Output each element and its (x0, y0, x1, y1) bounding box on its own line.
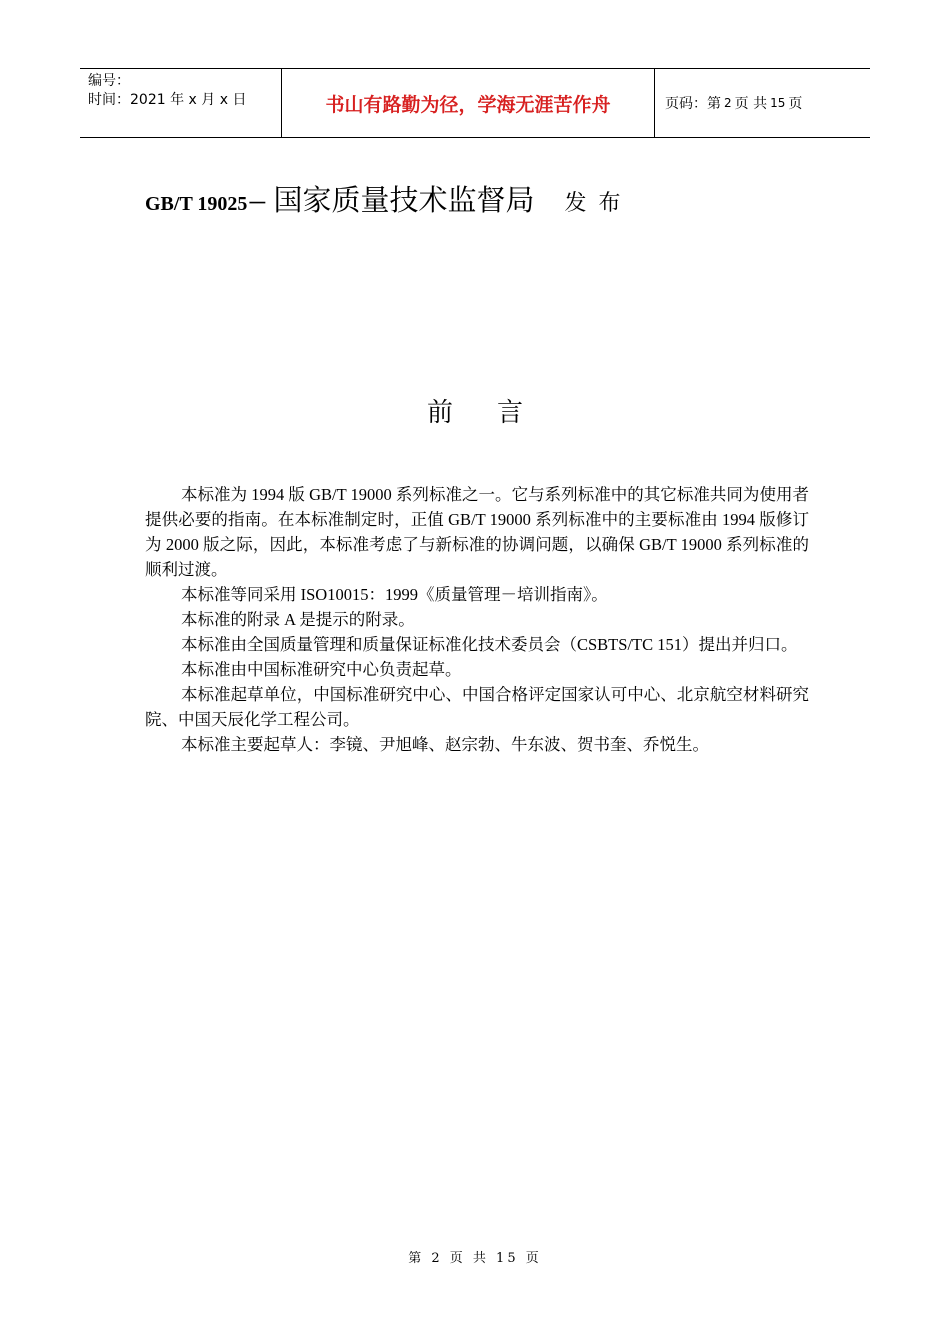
preface-paragraph: 本标准由全国质量管理和质量保证标准化技术委员会（CSBTS/TC 151）提出并归口。 (181, 635, 798, 654)
preface-paragraph: 本标准起草单位，中国标准研究中心、中国合格评定国家认可中心、北京航空材料研究院、中国天辰化学工程公司。 (145, 685, 809, 729)
standard-issuer-line (145, 178, 632, 219)
preface-paragraph: 本标准为 1994 版 GB/T 19000 系列标准之一。它与系列标准中的其它标准共同为使用者提供必要的指南。在本标准制定时，正值 GB/T 19000 系列标准中的主要标准由 1994 版修订为 2000 版之际，因此，本标准考虑了与新标准的协调问题，以确保 GB/T 19000 系列标准的顺利过渡。 (145, 485, 809, 579)
header-serial-label: 编号： (88, 73, 130, 89)
header-page-mid: 页 共 (734, 96, 768, 112)
preface-paragraph: 本标准由中国标准研究中心负责起草。 (181, 660, 462, 679)
preface-title (0, 392, 950, 429)
preface-paragraph: 本标准主要起草人：李镜、尹旭峰、赵宗勃、牛东波、贺书奎、乔悦生。 (181, 735, 709, 754)
issue-label: 发布 (564, 191, 633, 216)
header-page-total: 15 (770, 96, 786, 110)
header-motto-cell (282, 69, 655, 137)
header-date: 时间：2021 年 x 月 x 日 (88, 92, 247, 108)
header-page-prefix: 页码：第 (665, 96, 721, 112)
document-header-table (80, 68, 870, 138)
header-motto: 书山有路勤为径，学海无涯苦作舟 (325, 93, 611, 116)
preface-title-char-2: 言 (497, 398, 524, 428)
header-page-suffix: 页 (788, 96, 803, 112)
preface-paragraph: 本标准的附录 A 是提示的附录。 (181, 610, 415, 629)
preface-paragraph: 本标准等同采用 ISO10015：1999《质量管理－培训指南》。 (181, 585, 608, 604)
page-footer: 第 2 页 共 15 页 (408, 1251, 542, 1266)
header-meta-cell (80, 69, 282, 137)
preface-body (145, 482, 809, 757)
header-page-cell (655, 69, 870, 137)
issuing-authority: 国家质量技术监督局 (273, 183, 535, 217)
header-page-current: 2 (724, 96, 732, 110)
standard-code: GB/T 19025－ (145, 193, 268, 215)
preface-title-char-1: 前 (426, 398, 453, 428)
